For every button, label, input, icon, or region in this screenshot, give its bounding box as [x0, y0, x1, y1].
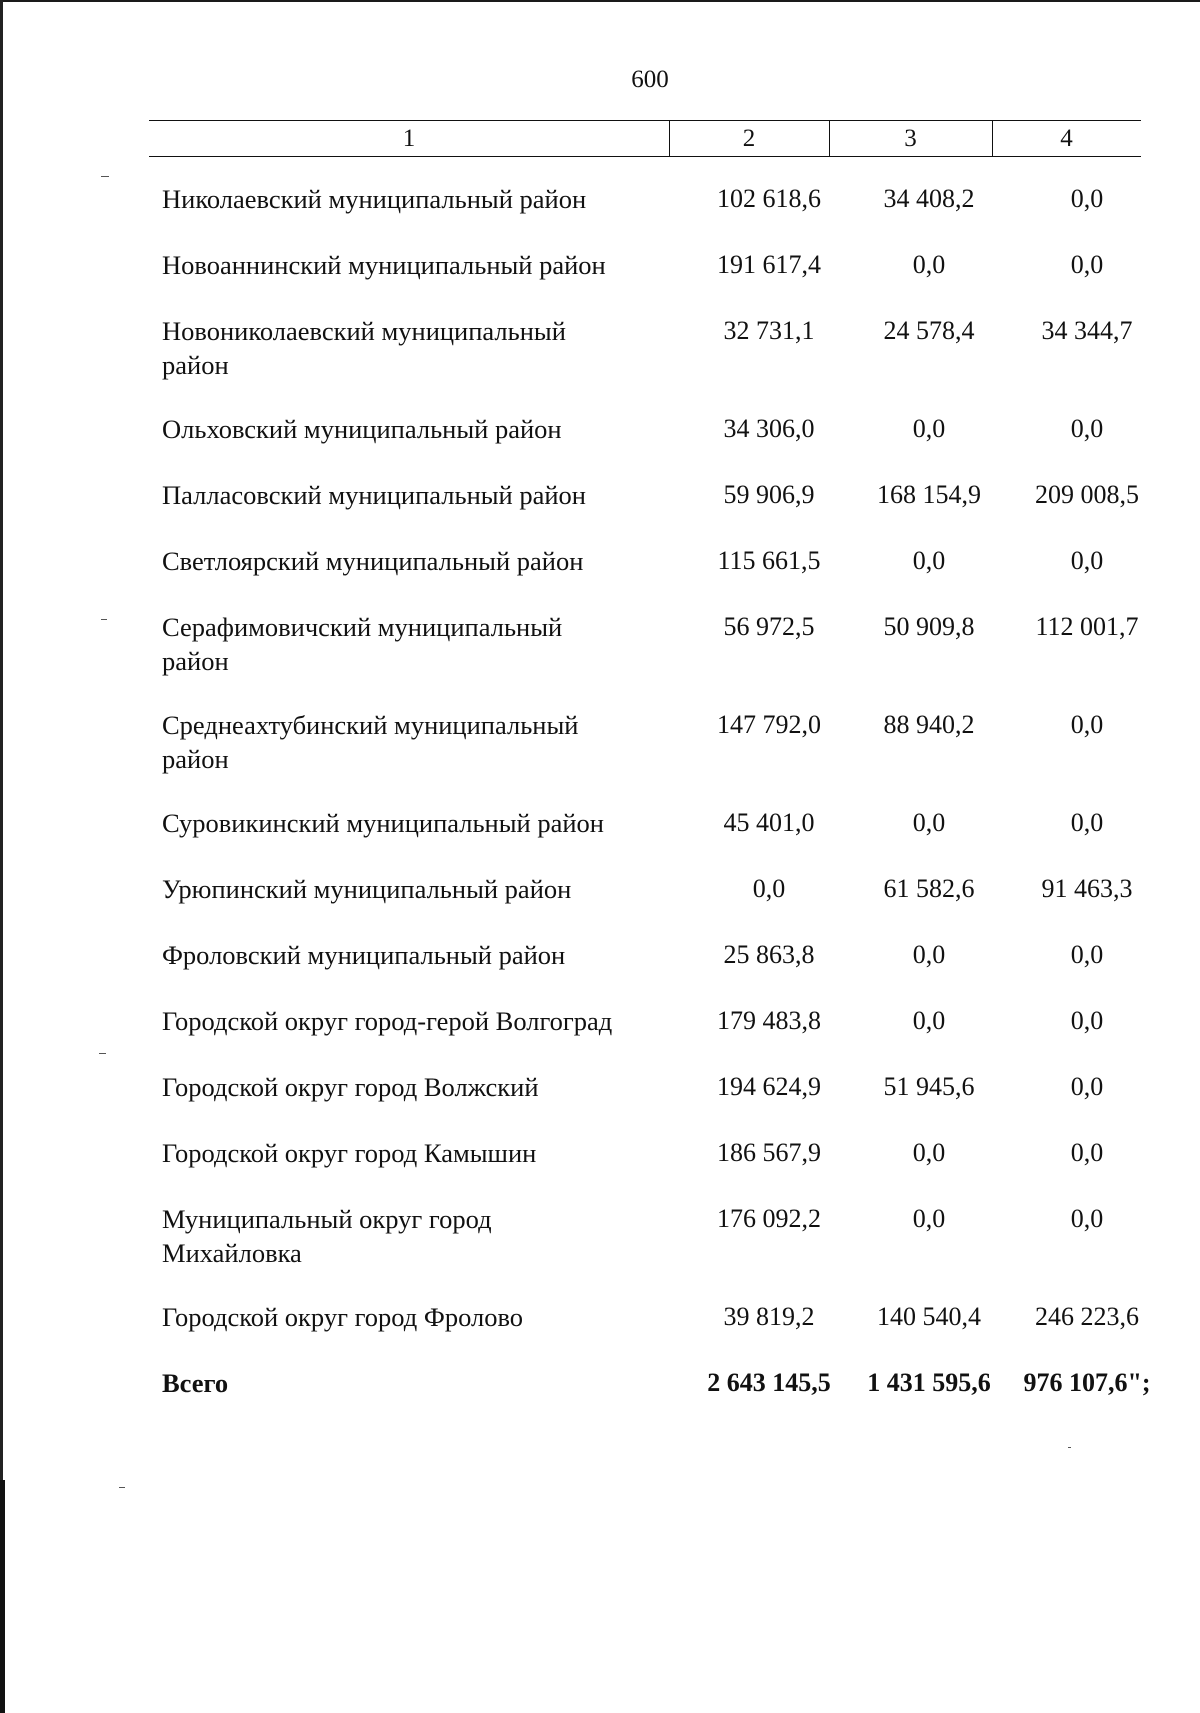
value-col-4: 0,0: [1070, 414, 1104, 443]
value-col-4: 0,0: [1070, 184, 1104, 213]
value-col-4: 0,0: [1070, 710, 1104, 739]
value-col-2: 186 567,9: [717, 1138, 821, 1167]
district-name: Ольховский муниципальный район: [162, 414, 562, 444]
district-name: Светлоярский муниципальный район: [162, 546, 584, 576]
value-col-3: 0,0: [912, 250, 946, 279]
district-name: Городской округ город Камышин: [162, 1138, 537, 1168]
total-col-4: 976 107,6";: [1023, 1368, 1151, 1397]
value-col-4: 0,0: [1070, 1138, 1104, 1167]
district-name: Суровикинский муниципальный район: [162, 808, 604, 838]
value-col-2: 115 661,5: [717, 546, 821, 575]
value-col-2: 179 483,8: [717, 1006, 821, 1035]
column-header-2: 2: [742, 125, 756, 152]
value-col-4: 0,0: [1070, 940, 1104, 969]
value-col-3: 24 578,4: [883, 316, 975, 345]
value-col-4: 0,0: [1070, 250, 1104, 279]
column-header-3: 3: [904, 125, 917, 152]
value-col-4: 0,0: [1070, 1006, 1104, 1035]
column-header-4: 4: [1060, 125, 1073, 152]
scan-speck: [101, 176, 109, 177]
value-col-2: 45 401,0: [723, 808, 815, 837]
district-name: Палласовский муниципальный район: [162, 480, 586, 510]
scan-speck: [1068, 1447, 1071, 1448]
value-col-4: 112 001,7: [1035, 612, 1139, 641]
scan-speck: [101, 619, 107, 620]
district-name: Муниципальный округ город Михайловка: [162, 1204, 492, 1268]
value-col-2: 39 819,2: [723, 1302, 815, 1331]
value-col-4: 91 463,3: [1041, 874, 1133, 903]
value-col-2: 0,0: [752, 874, 786, 903]
value-col-3: 0,0: [912, 940, 946, 969]
value-col-3: 0,0: [912, 1204, 946, 1233]
table-header: [149, 120, 1141, 157]
district-name: Новоаннинский муниципальный район: [162, 250, 606, 280]
district-name: Серафимовичский муниципальный район: [162, 612, 563, 676]
value-col-4: 209 008,5: [1035, 480, 1139, 509]
value-col-4: 0,0: [1070, 1072, 1104, 1101]
value-col-4: 0,0: [1070, 546, 1104, 575]
value-col-3: 168 154,9: [877, 480, 981, 509]
column-header-1: 1: [402, 125, 416, 152]
value-col-2: 56 972,5: [723, 612, 815, 641]
scan-edge-left-lower: [0, 1480, 5, 1713]
total-col-2: 2 643 145,5: [707, 1368, 831, 1397]
district-name: Среднеахтубинский муниципальный район: [162, 710, 579, 774]
district-name: Городской округ город Волжский: [162, 1072, 539, 1102]
value-col-3: 0,0: [912, 808, 946, 837]
value-col-3: 140 540,4: [877, 1302, 981, 1331]
value-col-3: 50 909,8: [883, 612, 975, 641]
value-col-3: 0,0: [912, 546, 946, 575]
scan-speck: [119, 1487, 125, 1488]
total-label: Всего: [162, 1368, 229, 1398]
district-name: Николаевский муниципальный район: [162, 184, 587, 214]
value-col-2: 147 792,0: [717, 710, 821, 739]
district-name: Городской округ город Фролово: [162, 1302, 524, 1332]
value-col-2: 32 731,1: [723, 316, 815, 345]
value-col-2: 102 618,6: [717, 184, 821, 213]
value-col-3: 51 945,6: [883, 1072, 975, 1101]
value-col-2: 59 906,9: [723, 480, 815, 509]
value-col-2: 34 306,0: [723, 414, 815, 443]
scan-edge-left: [0, 0, 3, 1713]
value-col-3: 0,0: [912, 1006, 946, 1035]
value-col-2: 176 092,2: [717, 1204, 821, 1233]
value-col-2: 191 617,4: [717, 250, 821, 279]
scan-edge-top: [0, 0, 1200, 2]
district-name: Фроловский муниципальный район: [162, 940, 566, 970]
district-name: Новониколаевский муниципальный район: [162, 316, 566, 380]
value-col-2: 194 624,9: [717, 1072, 821, 1101]
value-col-4: 0,0: [1070, 1204, 1104, 1233]
scan-speck: [99, 1053, 106, 1054]
value-col-4: 0,0: [1070, 808, 1104, 837]
value-col-4: 34 344,7: [1041, 316, 1133, 345]
page-number: 600: [631, 66, 669, 93]
value-col-2: 25 863,8: [723, 940, 815, 969]
total-col-3: 1 431 595,6: [867, 1368, 991, 1397]
value-col-3: 88 940,2: [883, 710, 975, 739]
value-col-3: 0,0: [912, 1138, 946, 1167]
value-col-3: 34 408,2: [883, 184, 975, 213]
value-col-3: 0,0: [912, 414, 946, 443]
district-name: Городской округ город-герой Волгоград: [162, 1006, 613, 1036]
district-name: Урюпинский муниципальный район: [162, 874, 572, 904]
value-col-3: 61 582,6: [883, 874, 975, 903]
value-col-4: 246 223,6: [1035, 1302, 1139, 1331]
